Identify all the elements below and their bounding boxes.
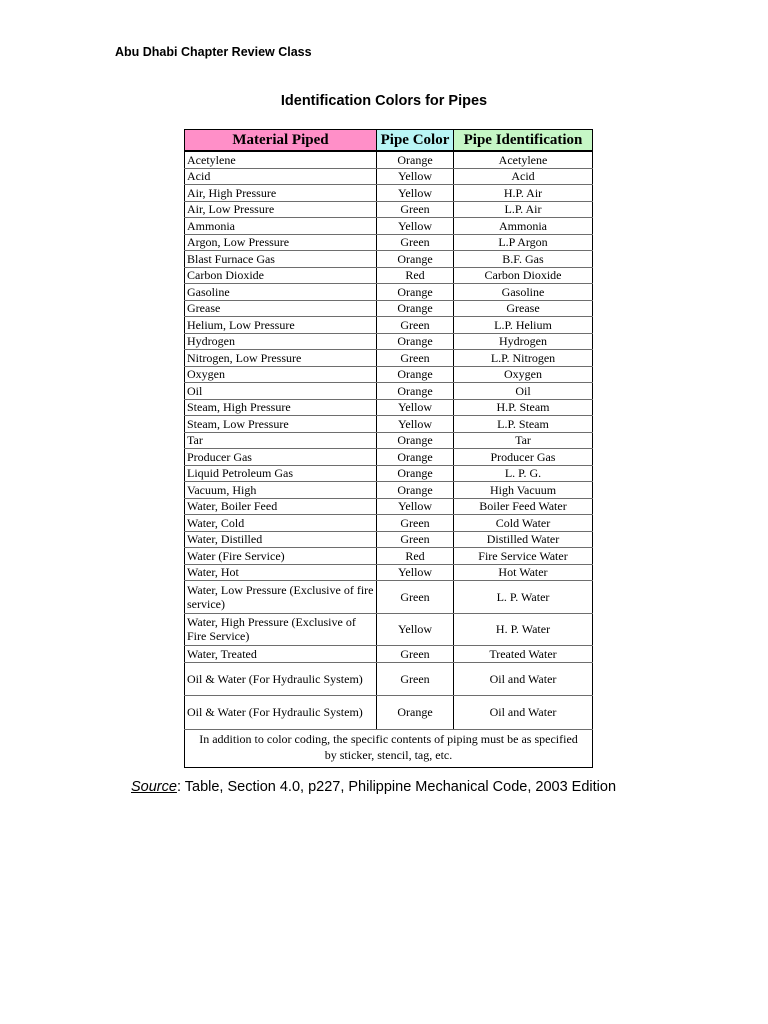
pipe-identification-cell: Carbon Dioxide	[454, 267, 593, 284]
table-row	[185, 383, 593, 400]
pipe-color-cell: Green	[377, 662, 454, 696]
pipe-color-cell: Green	[377, 531, 454, 548]
pipe-identification-cell: L.P. Helium	[454, 317, 593, 334]
table-note: In addition to color coding, the specific contents of piping must be as specified by sticker, stencil, tag, etc.	[185, 729, 593, 767]
pipe-color-cell: Green	[377, 201, 454, 218]
pipe-identification-cell: Distilled Water	[454, 531, 593, 548]
table-row	[185, 218, 593, 235]
pipe-identification-cell: Fire Service Water	[454, 548, 593, 565]
table-row	[185, 449, 593, 466]
table-row	[185, 498, 593, 515]
pipe-identification-cell: H.P. Steam	[454, 399, 593, 416]
pipe-identification-cell: Treated Water	[454, 646, 593, 663]
table-row	[185, 432, 593, 449]
material-cell: Argon, Low Pressure	[185, 234, 377, 251]
table-row	[185, 185, 593, 202]
pipe-color-cell: Orange	[377, 696, 454, 730]
pipe-color-cell: Yellow	[377, 613, 454, 646]
material-cell: Acetylene	[185, 151, 377, 168]
pipe-identification-cell: L.P. Steam	[454, 416, 593, 433]
material-cell: Oxygen	[185, 366, 377, 383]
pipe-color-cell: Orange	[377, 333, 454, 350]
table-row	[185, 581, 593, 614]
pipe-identification-cell: Acetylene	[454, 151, 593, 168]
material-cell: Acid	[185, 168, 377, 185]
pipe-identification-cell: L.P Argon	[454, 234, 593, 251]
pipe-color-cell: Orange	[377, 151, 454, 168]
pipe-identification-cell: Hydrogen	[454, 333, 593, 350]
table-row	[185, 267, 593, 284]
pipe-identification-cell: Grease	[454, 300, 593, 317]
table-row	[185, 366, 593, 383]
pipe-identification-cell: Acid	[454, 168, 593, 185]
page-title: Identification Colors for Pipes	[280, 93, 488, 109]
pipe-identification-cell: High Vacuum	[454, 482, 593, 499]
material-cell: Water (Fire Service)	[185, 548, 377, 565]
table-row	[185, 234, 593, 251]
material-cell: Grease	[185, 300, 377, 317]
material-cell: Oil & Water (For Hydraulic System)	[185, 696, 377, 730]
column-header-pipe-color: Pipe Color	[377, 130, 454, 152]
material-cell: Liquid Petroleum Gas	[185, 465, 377, 482]
table-row	[185, 333, 593, 350]
pipe-color-cell: Green	[377, 317, 454, 334]
table-header-row	[185, 130, 593, 152]
material-cell: Tar	[185, 432, 377, 449]
pipe-color-cell: Orange	[377, 449, 454, 466]
table-row	[185, 696, 593, 730]
table-row	[185, 284, 593, 301]
pipe-color-cell: Green	[377, 234, 454, 251]
pipe-identification-cell: H.P. Air	[454, 185, 593, 202]
pipe-color-cell: Green	[377, 646, 454, 663]
pipe-identification-cell: L. P. Water	[454, 581, 593, 614]
pipe-color-cell: Green	[377, 515, 454, 532]
material-cell: Carbon Dioxide	[185, 267, 377, 284]
table-row	[185, 416, 593, 433]
table-row	[185, 350, 593, 367]
source-label: Source	[131, 779, 177, 795]
pipe-identification-cell: Gasoline	[454, 284, 593, 301]
material-cell: Water, Distilled	[185, 531, 377, 548]
material-cell: Producer Gas	[185, 449, 377, 466]
table-row	[185, 564, 593, 581]
pipe-identification-cell: Oil and Water	[454, 696, 593, 730]
material-cell: Water, Treated	[185, 646, 377, 663]
material-cell: Blast Furnace Gas	[185, 251, 377, 268]
pipe-identification-cell: H. P. Water	[454, 613, 593, 646]
table-row	[185, 300, 593, 317]
pipe-identification-cell: Producer Gas	[454, 449, 593, 466]
pipe-color-cell: Yellow	[377, 185, 454, 202]
material-cell: Air, High Pressure	[185, 185, 377, 202]
pipe-identification-cell: Hot Water	[454, 564, 593, 581]
pipe-color-cell: Orange	[377, 465, 454, 482]
pipe-color-cell: Yellow	[377, 168, 454, 185]
table-row	[185, 482, 593, 499]
pipe-identification-cell: Boiler Feed Water	[454, 498, 593, 515]
pipe-color-cell: Orange	[377, 366, 454, 383]
table-row	[185, 662, 593, 696]
pipe-color-cell: Red	[377, 267, 454, 284]
table-row	[185, 317, 593, 334]
material-cell: Helium, Low Pressure	[185, 317, 377, 334]
pipe-identification-cell: Oxygen	[454, 366, 593, 383]
material-cell: Nitrogen, Low Pressure	[185, 350, 377, 367]
pipe-color-cell: Green	[377, 350, 454, 367]
table-row	[185, 465, 593, 482]
material-cell: Steam, Low Pressure	[185, 416, 377, 433]
material-cell: Vacuum, High	[185, 482, 377, 499]
pipe-identification-cell: Oil	[454, 383, 593, 400]
source-text: : Table, Section 4.0, p227, Philippine Mechanical Code, 2003 Edition	[176, 779, 617, 795]
table-row	[185, 515, 593, 532]
column-header-material: Material Piped	[185, 130, 377, 152]
table-row	[185, 168, 593, 185]
table-row	[185, 251, 593, 268]
pipe-color-cell: Orange	[377, 284, 454, 301]
material-cell: Hydrogen	[185, 333, 377, 350]
material-cell: Ammonia	[185, 218, 377, 235]
pipe-color-cell: Yellow	[377, 416, 454, 433]
pipe-identification-cell: Tar	[454, 432, 593, 449]
pipe-identification-cell: L.P. Nitrogen	[454, 350, 593, 367]
material-cell: Water, Boiler Feed	[185, 498, 377, 515]
pipe-identification-cell: Oil and Water	[454, 662, 593, 696]
pipe-color-cell: Orange	[377, 251, 454, 268]
pipe-identification-cell: B.F. Gas	[454, 251, 593, 268]
material-cell: Oil & Water (For Hydraulic System)	[185, 662, 377, 696]
material-cell: Gasoline	[185, 284, 377, 301]
pipe-color-cell: Yellow	[377, 498, 454, 515]
pipe-color-cell: Orange	[377, 300, 454, 317]
pipe-color-cell: Orange	[377, 432, 454, 449]
material-cell: Water, Low Pressure (Exclusive of fire service)	[185, 581, 377, 614]
document-header: Abu Dhabi Chapter Review Class	[115, 45, 312, 59]
pipe-color-cell: Orange	[377, 482, 454, 499]
pipe-colors-table	[184, 129, 593, 768]
pipe-identification-cell: L.P. Air	[454, 201, 593, 218]
pipe-identification-cell: Cold Water	[454, 515, 593, 532]
table-row	[185, 531, 593, 548]
table-body	[185, 151, 593, 729]
pipe-color-cell: Green	[377, 581, 454, 614]
pipe-color-cell: Yellow	[377, 218, 454, 235]
material-cell: Air, Low Pressure	[185, 201, 377, 218]
table-row	[185, 151, 593, 168]
table-row	[185, 399, 593, 416]
pipe-color-cell: Red	[377, 548, 454, 565]
table-row	[185, 201, 593, 218]
column-header-pipe-identification: Pipe Identification	[454, 130, 593, 152]
source-citation	[131, 779, 616, 795]
material-cell: Water, Cold	[185, 515, 377, 532]
material-cell: Steam, High Pressure	[185, 399, 377, 416]
table-row	[185, 646, 593, 663]
pipe-color-cell: Yellow	[377, 399, 454, 416]
material-cell: Water, Hot	[185, 564, 377, 581]
pipe-color-cell: Yellow	[377, 564, 454, 581]
table-note-row	[185, 729, 593, 767]
table-row	[185, 613, 593, 646]
pipe-color-cell: Orange	[377, 383, 454, 400]
material-cell: Oil	[185, 383, 377, 400]
table-row	[185, 548, 593, 565]
material-cell: Water, High Pressure (Exclusive of Fire Service)	[185, 613, 377, 646]
pipe-identification-cell: Ammonia	[454, 218, 593, 235]
pipe-identification-cell: L. P. G.	[454, 465, 593, 482]
